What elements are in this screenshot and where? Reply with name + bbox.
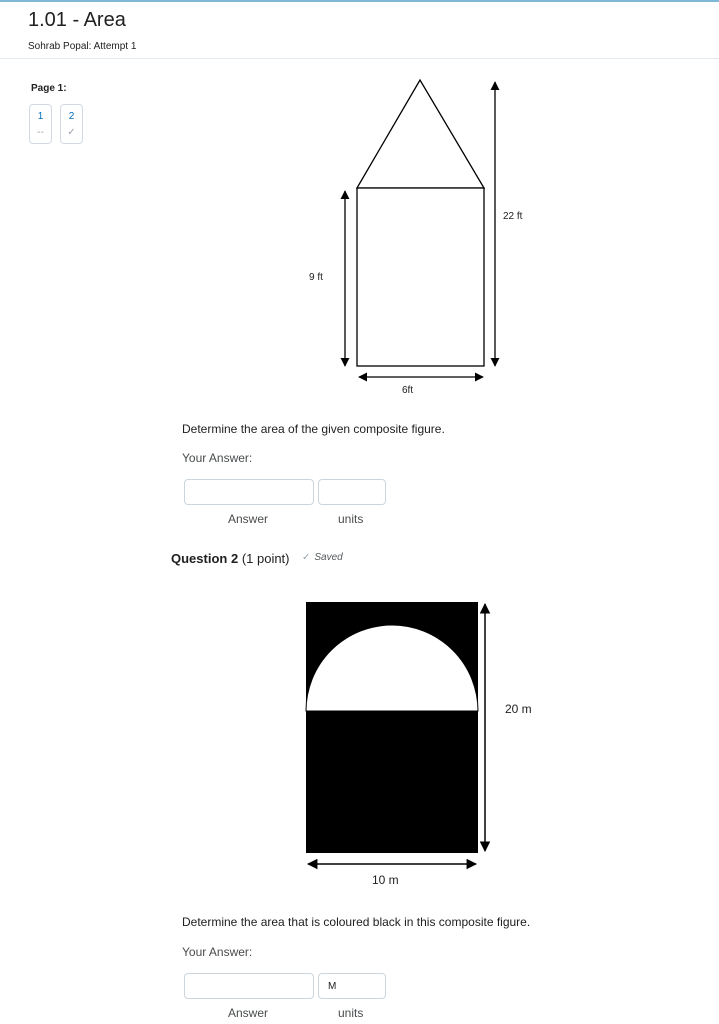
width-label: 6ft: [402, 385, 414, 396]
check-icon: ✓: [302, 552, 311, 563]
header-divider: [0, 58, 719, 59]
side-label: 9 ft: [309, 272, 323, 283]
rectangle-shape: [357, 188, 484, 366]
page-nav-item-2[interactable]: [60, 104, 83, 144]
attempt-label: Sohrab Popal: Attempt 1: [28, 41, 137, 52]
q2-your-answer-label: Your Answer:: [182, 945, 253, 959]
top-accent-bar: [0, 0, 719, 2]
q2-answer-input[interactable]: [184, 973, 314, 999]
q2-points: (1 point): [241, 551, 290, 566]
q1-composite-figure: [300, 75, 540, 400]
height-label: 22 ft: [503, 211, 523, 222]
height-label: 20 m: [505, 702, 532, 716]
page-number: 2: [68, 111, 75, 122]
width-label: 10 m: [372, 873, 399, 887]
saved-label: Saved: [314, 552, 343, 563]
saved-status: [302, 552, 343, 563]
page-status: --: [37, 127, 44, 138]
q1-prompt: Determine the area of the given composite figure.: [182, 422, 445, 436]
q2-title: Question 2: [171, 551, 239, 566]
q2-answer-caption: Answer: [228, 1006, 269, 1020]
triangle-shape: [357, 80, 484, 188]
q2-composite-figure: [295, 595, 555, 890]
q2-header: [171, 551, 290, 566]
q2-prompt: Determine the area that is coloured black in this composite figure.: [182, 915, 531, 929]
q1-answer-input[interactable]: [184, 479, 314, 505]
page-label: Page 1:: [31, 83, 67, 94]
q2-units-input[interactable]: M: [318, 973, 386, 999]
q1-units-caption: units: [338, 512, 364, 526]
page-nav-item-1[interactable]: [29, 104, 52, 144]
q1-your-answer-label: Your Answer:: [182, 451, 253, 465]
check-icon: ✓: [67, 127, 76, 138]
page-title: 1.01 - Area: [28, 9, 126, 31]
q1-answer-caption: Answer: [228, 512, 269, 526]
page-number: 1: [37, 111, 44, 122]
q1-units-input[interactable]: [318, 479, 386, 505]
q2-units-caption: units: [338, 1006, 364, 1020]
